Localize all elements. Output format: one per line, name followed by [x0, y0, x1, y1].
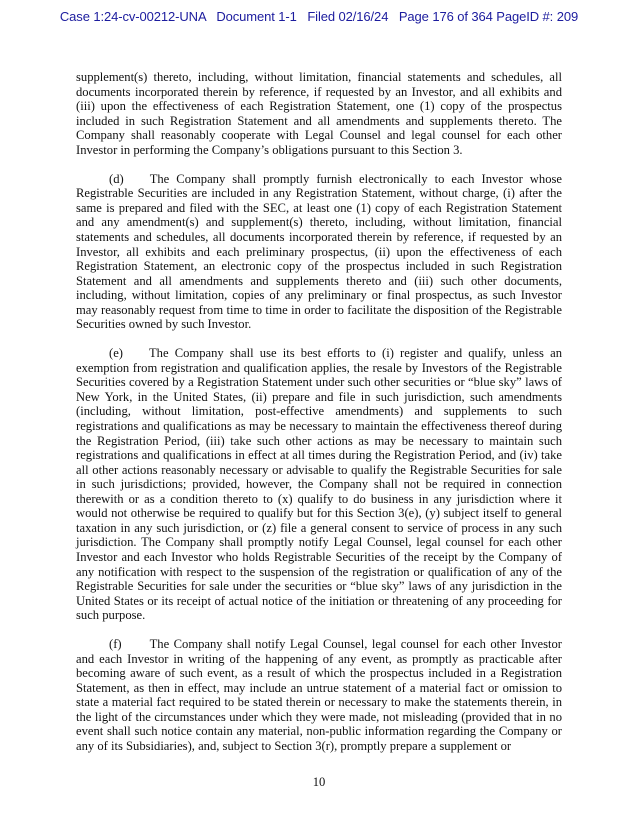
paragraph-e — [76, 346, 562, 622]
paragraph-f — [76, 637, 562, 753]
page-number: 10 — [312, 775, 326, 789]
paragraph-label: (f) — [109, 637, 122, 652]
paragraph-text: The Company shall use its best efforts to (i) register and qualify, unless an exemption from registration and qualification applies, the resale by Investors of the Registrable Securities covered by a Registration Statement under such other securities or “blue sky” laws of New York, in the United States, (ii) prepare and file in such jurisdiction, such amendments (including, without limitation, post-effective amendments) and supplements to such registrations and qualifications as may be necessary to maintain the effectiveness thereof during the Registration Period, (iii) take such other actions as may be necessary to maintain such registrations and qualifications in effect at all times during the Registration Period, and (iv) take all other actions reasonably necessary or advisable to qualify the Registrable Securities for sale in such jurisdictions; provided, however, the Company shall not be required in connection therewith or as a condition thereto to (x) qualify to do business in any jurisdiction where it would not otherwise be required to qualify but for this Section 3(e), (y) subject itself to general taxation in any such jurisdiction, or (z) file a general consent to service of process in any such jurisdiction. The Company shall promptly notify Legal Counsel, legal counsel for each other Investor and each Investor who holds Registrable Securities of the receipt by the Company of any notification with respect to the suspension of the registration or qualification of any of the Registrable Securities for sale under the securities or “blue sky” laws of any jurisdiction in the United States or its receipt of actual notice of the initiation or threatening of any proceeding for such purpose. — [76, 346, 562, 623]
paragraph-label: (e) — [109, 346, 123, 361]
paragraph-continuation — [76, 70, 562, 157]
paragraph-text: The Company shall notify Legal Counsel, legal counsel for each other Investor and each Investor in writing of the happening of any event, as promptly as practicable after becoming aware of such event, as a result of which the prospectus included in a Registration Statement, as then in effect, may include an untrue statement of a material fact or omission to state a material fact required to be stated therein or necessary to make the statements therein, in the light of the circumstances under which they were made, not misleading (provided that in no event shall such notice contain any material, non-public information regarding the Company or any of its Subsidiaries), and, subject to Section 3(r), promptly prepare a supplement or — [76, 637, 562, 754]
document-body — [76, 70, 562, 754]
case-filing-stamp: Case 1:24-cv-00212-UNA Document 1-1 Filed 02/16/24 Page 176 of 364 PageID #: 209 — [59, 9, 579, 24]
paragraph-label: (d) — [109, 171, 124, 186]
paragraph-text: supplement(s) thereto, including, without limitation, financial statements and schedules, all documents incorporated therein by reference, if requested by an Investor, and all exhibits and (iii) upon the effectiveness of each Registration Statement, one (1) copy of the prospectus included in such Registration Statement and all amendments and supplements thereto. The Company shall reasonably cooperate with Legal Counsel and legal counsel for each other Investor in performing the Company’s obligations pursuant to this Section 3. — [76, 70, 562, 157]
paragraph-text: The Company shall promptly furnish electronically to each Investor whose Registrable Securities are included in any Registration Statement, without charge, (i) after the same is prepared and filed with the SEC, at least one (1) copy of each Registration Statement and any amendment(s) and supplement(s) thereto, including, without limitation, financial statements and schedules, all documents incorporated therein by reference, if requested by an Investor, all exhibits and each preliminary prospectus, (ii) upon the effectiveness of each Registration Statement, an electronic copy of the prospectus included in such Registration Statement and all amendments and supplements thereto and (iii) such other documents, including, without limitation, copies of any preliminary or final prospectus, as such Investor may reasonably request from time to time in order to facilitate the disposition of the Registrable Securities owned by such Investor. — [76, 171, 562, 332]
paragraph-d — [76, 172, 562, 332]
